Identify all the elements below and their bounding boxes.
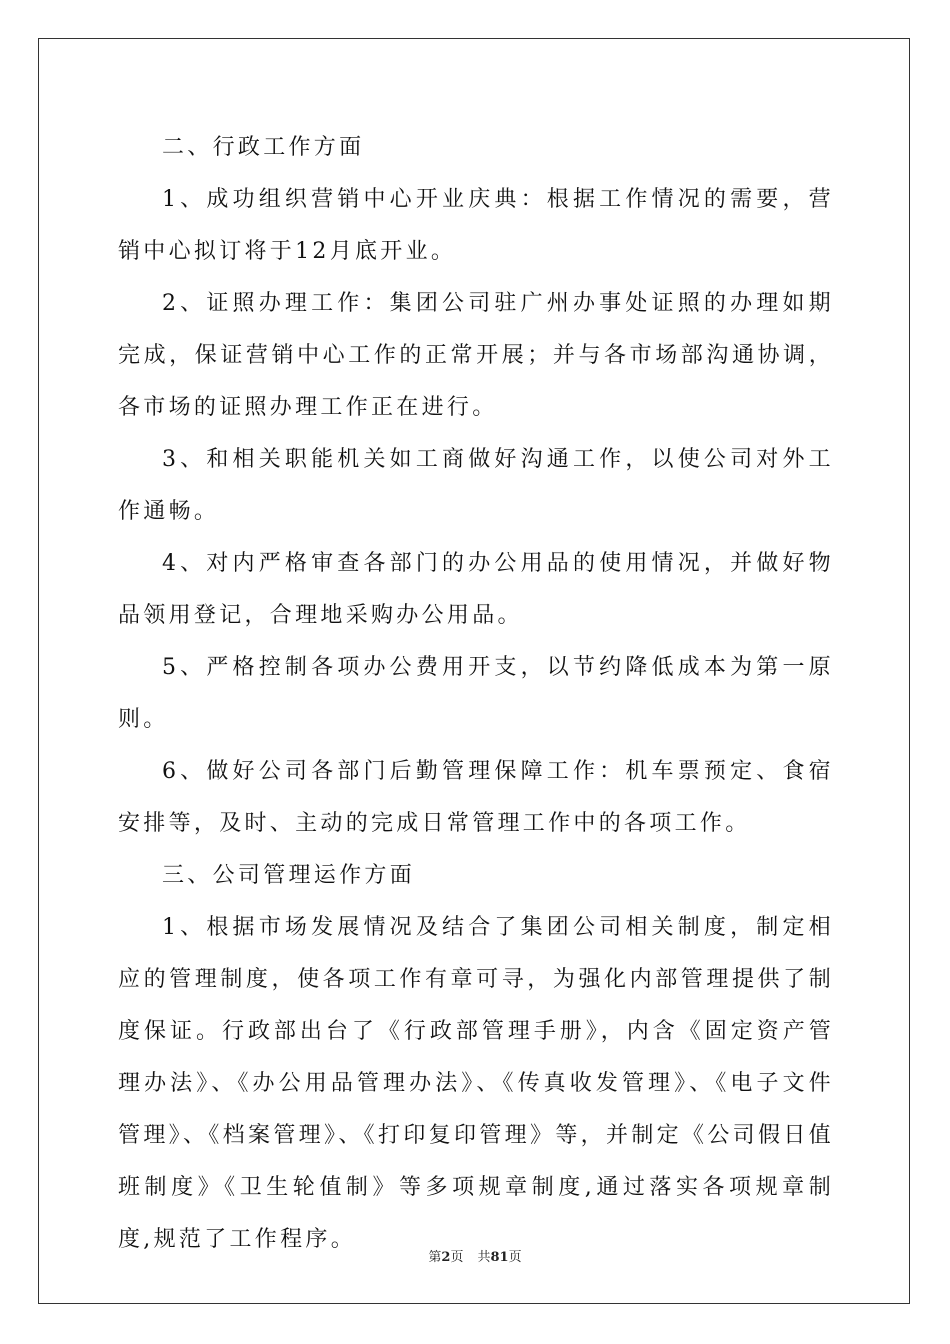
document-body (118, 122, 834, 1266)
page-footer (0, 1246, 950, 1265)
page-suffix: 页 (450, 1250, 464, 1265)
total-prefix: 共 (477, 1250, 491, 1265)
paragraph: 5、严格控制各项办公费用开支，以节约降低成本为第一原则。 (118, 655, 834, 732)
page-total: 81 (490, 1250, 509, 1265)
paragraph: 3、和相关职能机关如工商做好沟通工作，以使公司对外工作通畅。 (118, 447, 834, 524)
paragraph: 6、做好公司各部门后勤管理保障工作：机车票预定、食宿安排等，及时、主动的完成日常管理工作中的各项工作。 (118, 759, 834, 836)
total-suffix: 页 (508, 1250, 522, 1265)
paragraph: 1、成功组织营销中心开业庆典：根据工作情况的需要，营销中心拟订将于12月底开业。 (118, 187, 834, 264)
paragraph: 1、根据市场发展情况及结合了集团公司相关制度，制定相应的管理制度，使各项工作有章可寻，为强化内部管理提供了制度保证。行政部出台了《行政部管理手册》，内含《固定资产管理办法》、《办公用品管理办法》、《传真收发管理》、《电子文件管理》、《档案管理》、《打印复印管理》等，并制定《公司假日值班制度》《卫生轮值制》等多项规章制度,通过落实各项规章制度,规范了工作程序。 (118, 915, 834, 1252)
section-heading-management: 三、公司管理运作方面 (162, 863, 416, 888)
section-heading-admin: 二、行政工作方面 (162, 135, 365, 160)
paragraph: 4、对内严格审查各部门的办公用品的使用情况，并做好物品领用登记，合理地采购办公用品。 (118, 551, 834, 628)
page-prefix: 第 (428, 1250, 442, 1265)
page-current: 2 (441, 1250, 451, 1265)
paragraph: 2、证照办理工作：集团公司驻广州办事处证照的办理如期完成，保证营销中心工作的正常开展；并与各市场部沟通协调，各市场的证照办理工作正在进行。 (118, 291, 834, 420)
